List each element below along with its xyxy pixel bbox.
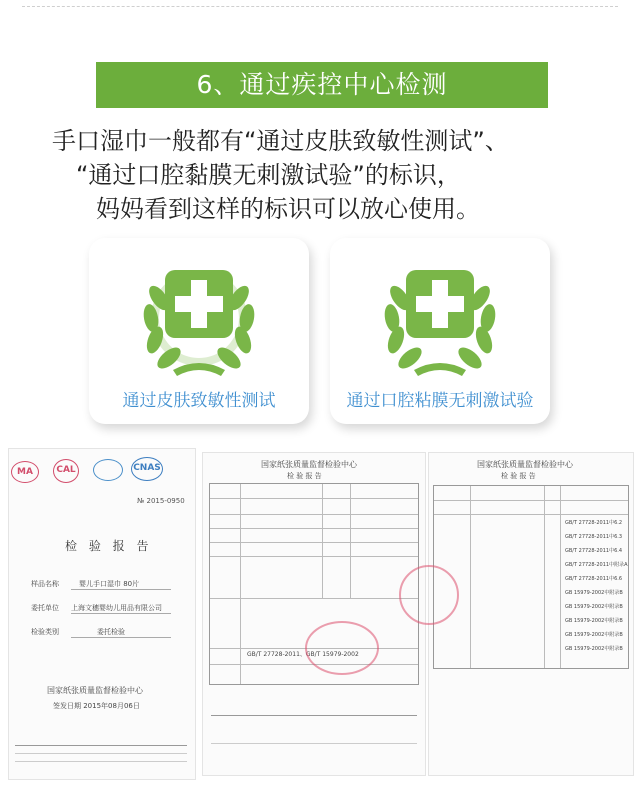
badge-card-oral: [330, 238, 550, 424]
ma-logo: MA: [11, 461, 39, 483]
field-type-key: 检验类别: [31, 628, 59, 636]
intro-text: [30, 124, 610, 226]
ilac-logo: [93, 459, 123, 481]
report-number: № 2015-0950: [137, 497, 185, 505]
result-4: GB/T 27728-2011中6.6: [565, 576, 623, 582]
field-sample-key: 样品名称: [31, 580, 59, 588]
report2-standard: GB/T 27728-2011、GB/T 15979-2002: [247, 651, 359, 658]
report-org: 国家纸张质量监督检验中心: [47, 686, 143, 695]
field-sample-value: 婴儿手口湿巾 80片: [79, 580, 140, 588]
result-7: GB 15979-2002中附录B: [565, 618, 623, 624]
report2-stamp: [305, 621, 379, 675]
report-detail-page: [202, 452, 426, 776]
result-3: GB/T 27728-2011中附录A: [565, 562, 628, 568]
badge-label-skin: 通过皮肤致敏性测试: [122, 391, 276, 411]
report3-header: 国家纸张质量监督检验中心: [477, 460, 573, 469]
field-client-key: 委托单位: [31, 604, 59, 612]
report3-stamp: [399, 565, 459, 625]
result-5: GB 15979-2002中附录B: [565, 590, 623, 596]
cnas-logo: CNAS: [131, 457, 163, 481]
report-results-page: [428, 452, 634, 776]
result-1: GB/T 27728-2011中6.3: [565, 534, 623, 540]
report-title: 检 验 报 告: [65, 539, 153, 553]
report-date: 签发日期 2015年08月06日: [53, 702, 140, 710]
intro-line-2: “通过口腔黏膜无刺激试验”的标识，: [76, 161, 461, 189]
green-cross-laurel-icon: [370, 252, 510, 382]
result-6: GB 15979-2002中附录B: [565, 604, 623, 610]
intro-line-1: 手口湿巾一般都有“通过皮肤致敏性测试”、: [52, 127, 509, 155]
field-type-value: 委托检验: [97, 628, 125, 636]
report-cover: [8, 448, 196, 780]
field-client-value: 上海文穗婴幼儿用品有限公司: [71, 604, 162, 612]
result-2: GB/T 27728-2011中6.4: [565, 548, 623, 554]
report3-subtitle: 检 验 报 告: [501, 472, 536, 480]
badge-label-oral: 通过口腔粘膜无刺激试验: [346, 391, 534, 411]
top-divider: [22, 6, 618, 7]
report2-header: 国家纸张质量监督检验中心: [261, 460, 357, 469]
cal-logo: CAL: [53, 459, 79, 483]
green-cross-laurel-icon: [129, 252, 269, 382]
result-8: GB 15979-2002中附录B: [565, 632, 623, 638]
report2-subtitle: 检 验 报 告: [287, 472, 322, 480]
badge-card-skin: [89, 238, 309, 424]
result-0: GB/T 27728-2011中6.2: [565, 520, 623, 526]
intro-line-3: 妈妈看到这样的标识可以放心使用。: [96, 195, 480, 223]
result-9: GB 15979-2002中附录B: [565, 646, 623, 652]
section-banner: 6、通过疾控中心检测: [96, 62, 548, 108]
